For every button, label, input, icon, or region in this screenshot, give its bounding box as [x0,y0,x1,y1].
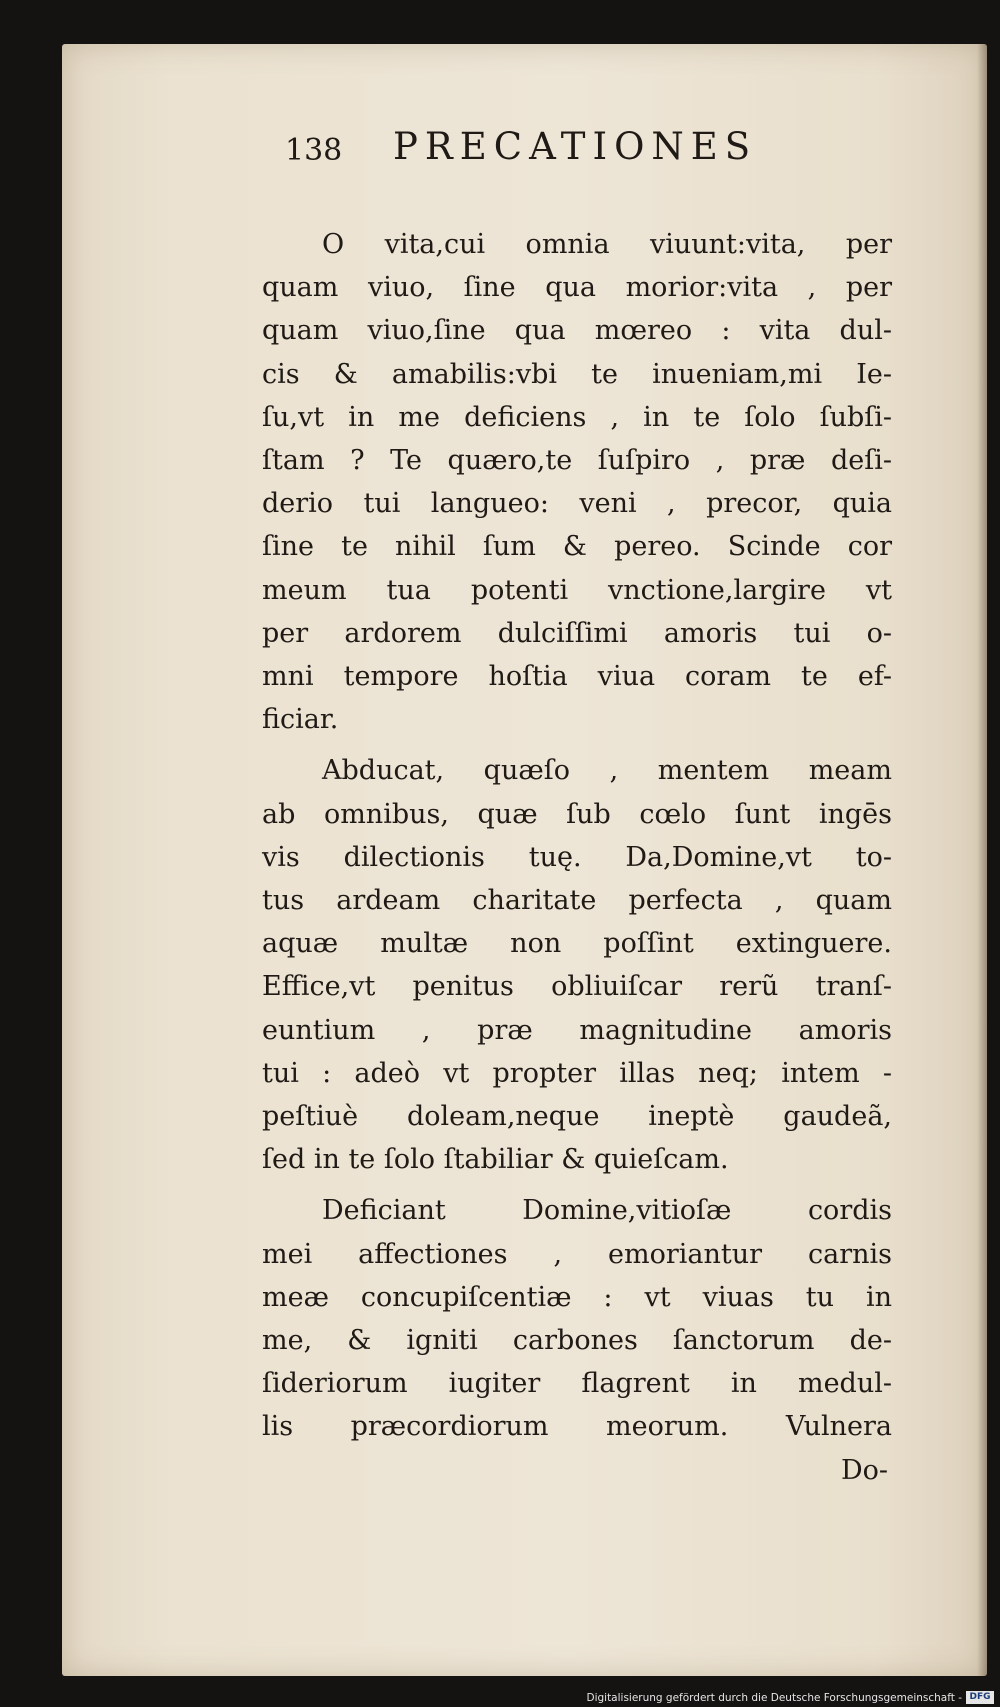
text-line: quam viuo, ſine qua morior:vita , per [262,272,892,304]
paragraph-1 [262,223,892,741]
text-line: ab omnibus, quæ ſub cœlo ſunt ingēs [262,798,892,830]
text-line: euntium , præ magnitudine amoris [262,1014,892,1046]
text-line: me, & igniti carbones ſanctorum de- [262,1325,892,1357]
text-line: quam viuo,ſine qua mœreo : vita dul- [262,315,892,347]
text-line: Abducat, quæſo , mentem meam [322,755,892,787]
text-line: meæ concupiſcentiæ : vt viuas tu in [262,1281,892,1313]
text-line: cis & amabilis:vbi te inueniam,mi Ie- [262,358,892,390]
dfg-logo: DFG [966,1691,994,1704]
paragraph-2 [262,749,892,1181]
text-line: ficiar. [262,704,339,736]
funding-note: Digitalisierung gefördert durch die Deutsche Forschungsgemeinschaft - [586,1692,962,1704]
text-line: tui : adeò vt propter illas neq; intem - [262,1057,892,1089]
text-line: tus ardeam charitate perfecta , quam [262,885,892,917]
running-head [285,125,875,175]
text-line: meum tua potenti vnctione,largire vt [262,574,892,606]
text-line: mni tempore hoſtia viua coram te ef- [262,661,892,693]
text-line: per ardorem dulciſſimi amoris tui o- [262,617,892,649]
running-title: PRECATIONES [393,125,758,168]
text-line: aquæ multæ non poſſint extinguere. [262,928,892,960]
text-line: ſine te nihil ſum & pereo. Scinde cor [262,531,892,563]
paragraph-3 [262,1189,892,1491]
page-gutter-shadow [977,44,987,1676]
text-line: mei affectiones , emoriantur carnis [262,1238,892,1270]
text-line: lis præcordiorum meorum. Vulnera [262,1411,892,1443]
page-number: 138 [285,133,343,168]
text-block [262,223,892,1492]
text-line: O vita,cui omnia viuunt:vita, per [322,229,892,260]
text-line: Effice,vt penitus obliuiſcar rerũ tranſ- [262,971,892,1003]
catchword: Do- [840,1454,888,1486]
text-line: ſideriorum iugiter flagrent in medul- [262,1368,892,1400]
text-line: ſu,vt in me deficiens , in te ſolo ſubſi- [262,401,892,433]
text-line: ſtam ? Te quæro,te ſuſpiro , præ deſi- [262,445,892,477]
text-line: derio tui langueo: veni , precor, quia [262,488,892,520]
text-line: vis dilectionis tuę. Da,Domine,vt to- [262,841,892,873]
text-line: peſtiuè doleam,neque ineptè gaudeã, [262,1101,892,1133]
text-line: Deficiant Domine,vitioſæ cordis [322,1195,892,1227]
text-line: ſed in te ſolo ſtabiliar & quieſcam. [262,1144,729,1176]
